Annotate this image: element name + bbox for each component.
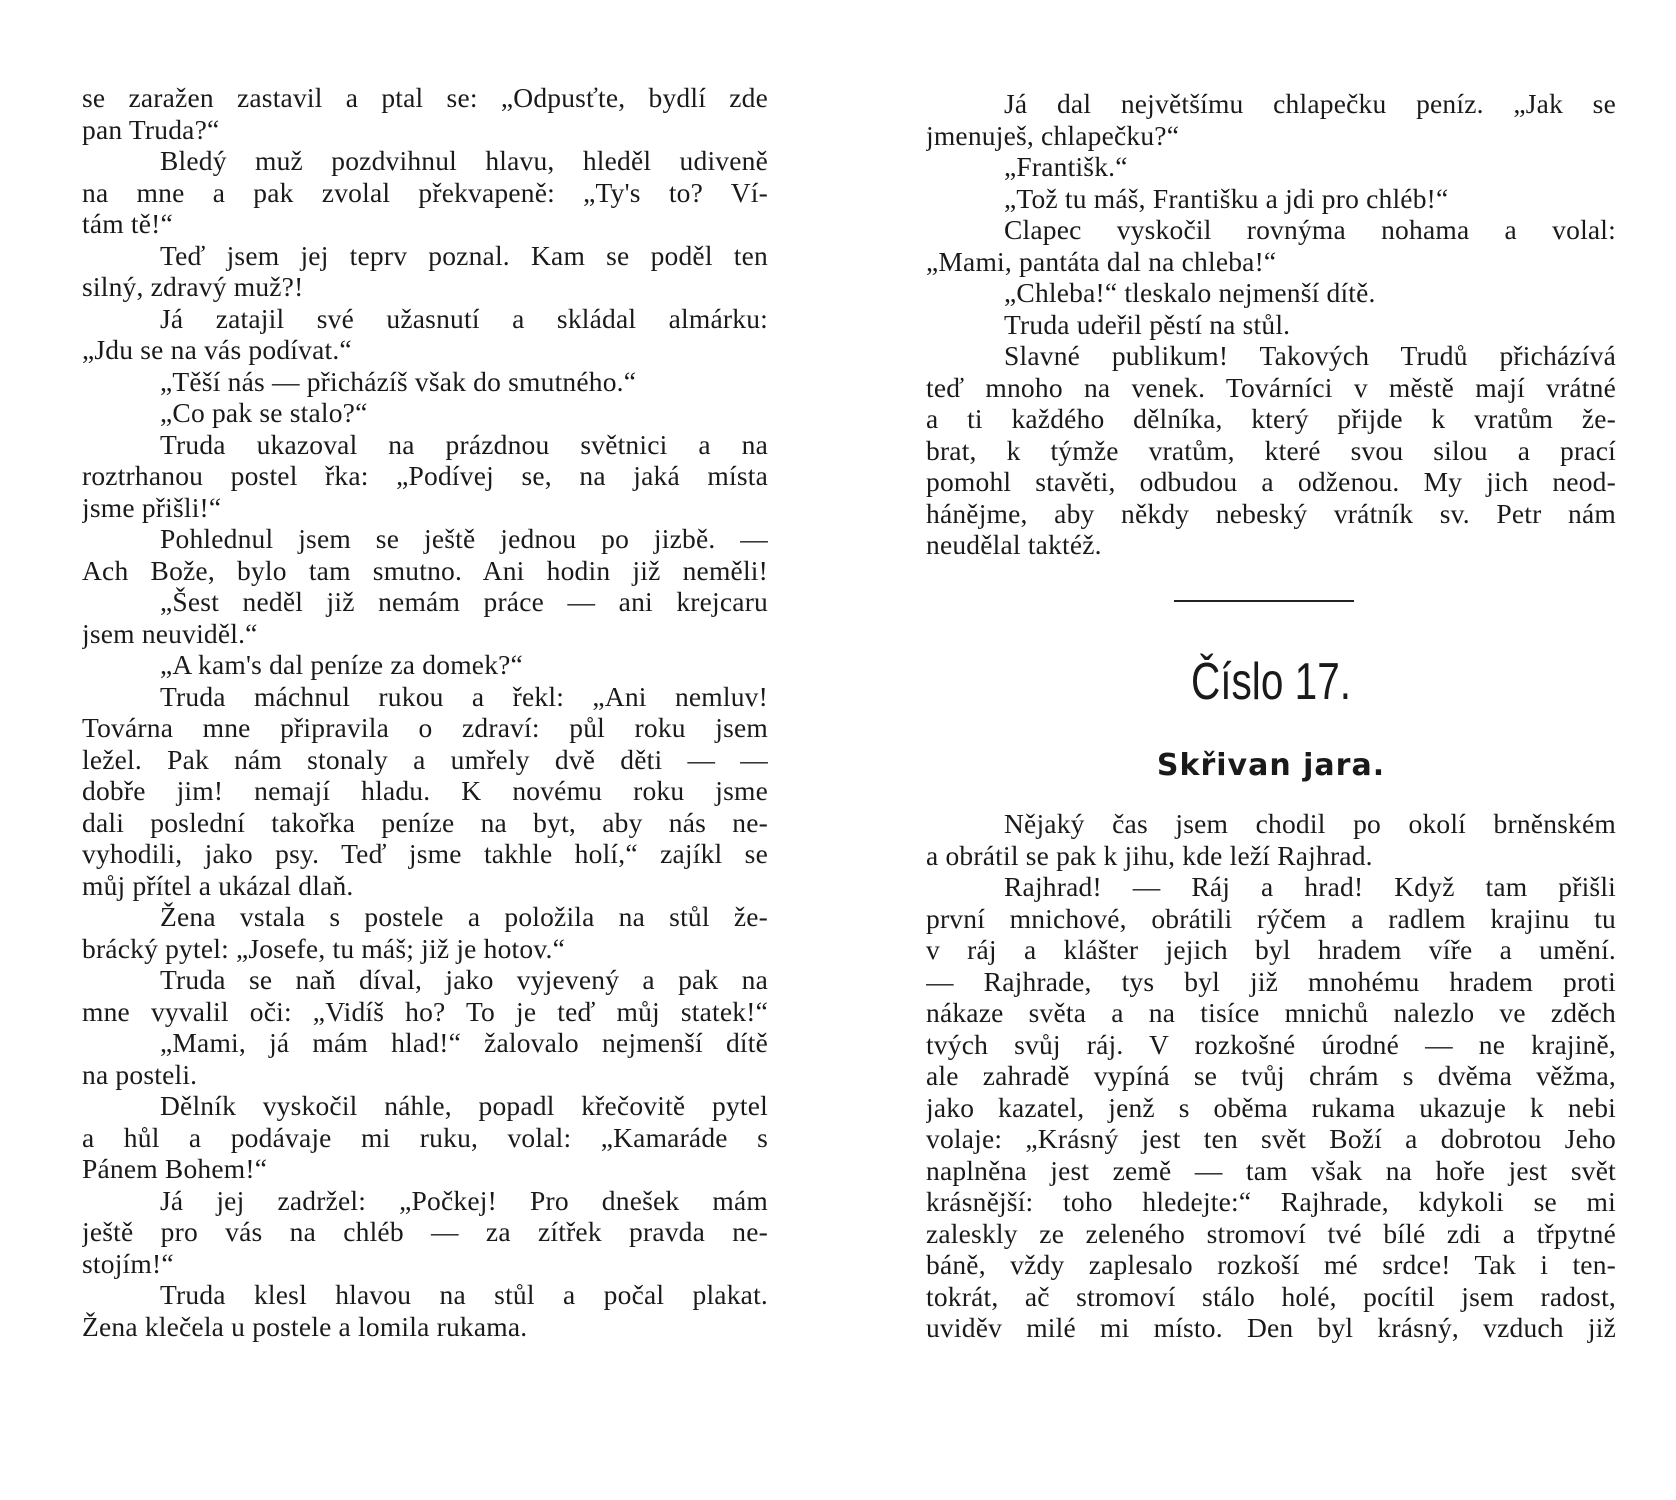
text-line: pomohl stavěti, odbudou a odženou. My jich neod-	[926, 466, 1616, 497]
text-line: báně, vždy zaplesalo rozkoší mé srdce! Tak i ten-	[926, 1249, 1616, 1280]
text-line: — Rajhrade, tys byl již mnohému hradem proti	[926, 965, 1616, 997]
text-line: „Jdu se na vás podívat.“	[82, 334, 352, 365]
text-line: Truda se naň díval, jako vyjevený a pak na	[160, 964, 768, 995]
text-line: Teď jsem jej teprv poznal. Kam se poděl ten	[160, 239, 768, 271]
text-line: „A kam's dal peníze za domek?“	[160, 649, 523, 680]
text-line: jako kazatel, jenž s oběma rukama ukazuje k nebi	[926, 1091, 1616, 1123]
text-line: jsem neuviděl.“	[82, 617, 258, 649]
text-line: krásnější: toho hledejte:“ Rajhrade, kdykoli se mi	[926, 1186, 1616, 1217]
chapter-number: Číslo 17.	[1190, 653, 1352, 711]
text-line: „Mami, já mám hlad!“ žalovalo nejmenší dítě	[160, 1027, 768, 1058]
text-line: mne vyvalil oči: „Vidíš ho? To je teď můj statek!“	[82, 995, 768, 1027]
text-line: „Tož tu máš, Františku a jdi pro chléb!“	[1004, 182, 1449, 214]
text-line: tokrát, ač stromoví stálo holé, pocítil jsem radost,	[926, 1280, 1616, 1312]
text-line: Rajhrad! — Ráj a hrad! Když tam přišli	[1004, 871, 1616, 902]
text-line: a ti každého dělníka, který přijde k vratům že-	[926, 403, 1616, 434]
text-line: na mne a pak zvolal překvapeně: „Ty's to? Ví-	[82, 176, 768, 208]
text-line: tvých svůj ráj. V rozkošné úrodné — ne krajině,	[926, 1028, 1616, 1060]
text-line: nákaze světa a na tisíce mnichů nalezlo ve zděch	[926, 997, 1616, 1028]
text-line: Truda máchnul rukou a řekl: „Ani nemluv!	[160, 680, 768, 712]
text-line: „Co pak se stalo?“	[160, 397, 368, 428]
text-line: Truda ukazoval na prázdnou světnici a na	[160, 428, 768, 460]
text-line: pan Truda?“	[82, 113, 220, 145]
text-line: první mnichové, obrátili rýčem a radlem krajinu tu	[926, 902, 1616, 934]
text-line: Žena klečela u postele a lomila rukama.	[82, 1310, 528, 1342]
text-line: můj přítel a ukázal dlaň.	[82, 869, 354, 901]
text-line: a hůl a podávaje mi ruku, volal: „Kamaráde s	[82, 1121, 768, 1153]
right-page	[838, 0, 1676, 1500]
right-page-top-text	[926, 88, 1616, 561]
text-line: v ráj a klášter jejich byl hradem víře a umění.	[926, 934, 1616, 965]
text-line: se zaražen zastavil a ptal se: „Odpusťte, bydlí zde	[82, 82, 768, 113]
text-line: roztrhanou postel řka: „Podívej se, na jaká místa	[82, 460, 768, 491]
text-line: silný, zdravý muž?!	[82, 271, 304, 302]
text-line: „Františk.“	[1004, 151, 1128, 182]
text-line: teď mnoho na venek. Továrníci v městě mají vrátné	[926, 371, 1616, 403]
text-line: Žena vstala s postele a položila na stůl že-	[160, 901, 768, 932]
text-line: Já jej zadržel: „Počkej! Pro dnešek mám	[160, 1184, 768, 1216]
text-line: brat, k týmže vratům, které svou silou a prací	[926, 434, 1616, 466]
section-divider	[1174, 600, 1354, 602]
text-line: zaleskly ze zeleného stromoví tvé bílé zdi a třpytné	[926, 1217, 1616, 1249]
text-line: „Chleba!“ tleskalo nejmenší dítě.	[1004, 277, 1376, 308]
text-line: dali poslední takořka peníze na byt, aby nás ne-	[82, 806, 768, 838]
text-line: Pohlednul jsem se ještě jednou po jizbě. —	[160, 523, 768, 554]
text-line: Clapec vyskočil rovnýma nohama a volal:	[1004, 214, 1616, 245]
text-line: ale zahradě vypíná se tvůj chrám s dvěma věžma,	[926, 1060, 1616, 1091]
right-page-bottom-text	[926, 808, 1616, 1344]
text-line: neudělal taktéž.	[926, 529, 1102, 560]
text-line: Truda klesl hlavou na stůl a počal plakat.	[160, 1279, 768, 1310]
text-line: naplněna jest země — tam však na hoře jest svět	[926, 1154, 1616, 1186]
text-line: Bledý muž pozdvihnul hlavu, hleděl udiveně	[160, 145, 768, 176]
text-line: „Mami, pantáta dal na chleba!“	[926, 245, 1277, 277]
text-line: ještě pro vás na chléb — za zítřek pravda ne-	[82, 1216, 768, 1247]
text-line: a obrátil se pak k jihu, kde leží Rajhrad.	[926, 839, 1373, 871]
text-line: na posteli.	[82, 1058, 198, 1090]
text-line: hánějme, aby někdy nebeský vrátník sv. Petr nám	[926, 497, 1616, 529]
text-line: Dělník vyskočil náhle, popadl křečovitě pytel	[160, 1090, 768, 1121]
chapter-title: Skřivan jara.	[1156, 748, 1386, 783]
text-line: Pánem Bohem!“	[82, 1153, 268, 1184]
left-page-text	[82, 82, 768, 1342]
text-line: Ach Bože, bylo tam smutno. Ani hodin již neměli!	[82, 554, 768, 586]
text-line: tám tě!“	[82, 208, 173, 239]
text-line: Já zatajil své užasnutí a skládal almárku:	[160, 302, 768, 334]
text-line: Továrna mne připravila o zdraví: půl roku jsem	[82, 712, 768, 743]
text-line: Slavné publikum! Takových Trudů přicházívá	[1004, 340, 1616, 371]
text-line: „Těší nás — přicházíš však do smutného.“	[160, 365, 637, 397]
text-line: dobře jim! nemají hladu. K novému roku jsme	[82, 775, 768, 806]
text-line: jsme přišli!“	[82, 491, 222, 523]
text-line: „Šest neděl již nemám práce — ani krejcaru	[160, 586, 768, 617]
text-line: stojím!“	[82, 1247, 174, 1279]
text-line: Truda udeřil pěstí na stůl.	[1004, 308, 1291, 340]
text-line: jmenuješ, chlapečku?“	[926, 119, 1180, 151]
text-line: ležel. Pak nám stonaly a umřely dvě děti — —	[82, 743, 768, 775]
text-line: Nějaký čas jsem chodil po okolí brněnském	[1004, 808, 1616, 839]
text-line: brácký pytel: „Josefe, tu máš; již je hotov.“	[82, 932, 565, 964]
text-line: volaje: „Krásný jest ten svět Boží a dobrotou Jeho	[926, 1123, 1616, 1154]
text-line: uviděv milé mi místo. Den byl krásný, vzduch již	[926, 1312, 1616, 1343]
text-line: Já dal největšímu chlapečku peníz. „Jak se	[1004, 88, 1616, 119]
text-line: vyhodili, jako psy. Teď jsme takhle holí,“ zajíkl se	[82, 838, 768, 869]
